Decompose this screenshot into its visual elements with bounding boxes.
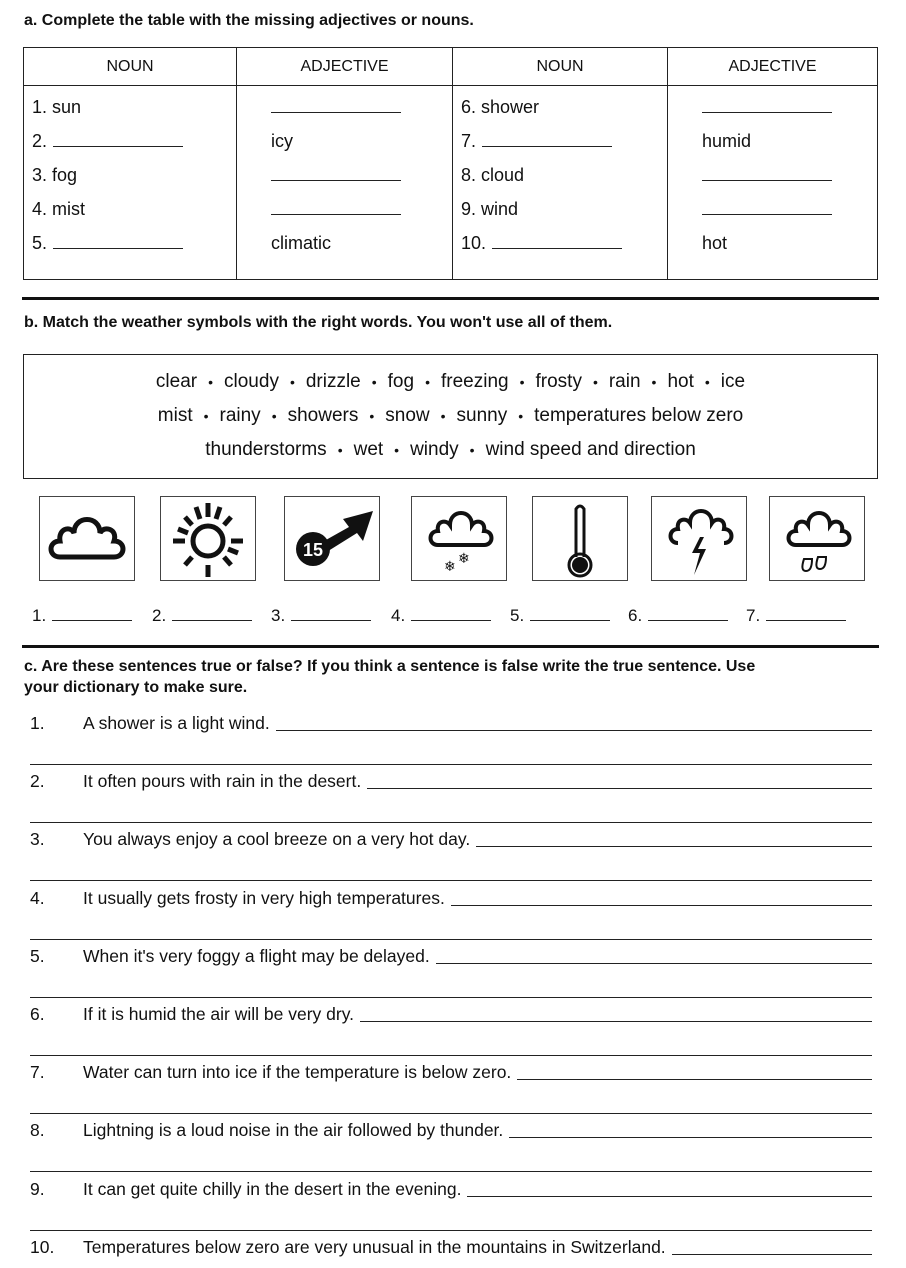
- answer-blank[interactable]: [492, 231, 622, 249]
- adjective-cell: [245, 192, 452, 226]
- symbol-2: [160, 496, 256, 581]
- answer-line[interactable]: [30, 1055, 872, 1056]
- statement-text: You always enjoy a cool breeze on a very hot day.: [83, 829, 476, 850]
- snow-cloud-icon: [414, 499, 504, 579]
- col-header-noun: NOUN: [453, 48, 668, 86]
- answer-blank[interactable]: [271, 197, 401, 215]
- word-bank-item: sunny: [456, 405, 508, 426]
- answer-line[interactable]: [30, 939, 872, 940]
- answer-blank[interactable]: [766, 607, 846, 621]
- statement-text: A shower is a light wind.: [83, 713, 276, 734]
- bullet-separator: •: [289, 374, 295, 390]
- symbol-3: [284, 496, 380, 581]
- symbol-answer-label: 5.: [510, 606, 525, 625]
- noun-cell: [461, 158, 667, 192]
- section-c-heading-line1: c. Are these sentences true or false? If you think a sentence is false write the true sentence. Use: [24, 658, 756, 675]
- divider: [22, 297, 879, 300]
- left-noun-column: [24, 86, 237, 280]
- noun-cell: [32, 158, 236, 192]
- statement-text: When it's very foggy a flight may be delayed.: [83, 946, 436, 967]
- word-bank-item: rainy: [219, 405, 261, 426]
- bullet-separator: •: [337, 442, 343, 458]
- bullet-separator: •: [651, 374, 657, 390]
- bullet-separator: •: [369, 408, 375, 424]
- answer-blank[interactable]: [702, 197, 832, 215]
- answer-line[interactable]: [30, 822, 872, 823]
- noun-text: 2.: [32, 131, 48, 151]
- answer-blank[interactable]: [648, 607, 728, 621]
- bullet-separator: •: [704, 374, 710, 390]
- svg-text:❄: ❄: [444, 557, 456, 574]
- col-header-noun: NOUN: [24, 48, 237, 86]
- symbol-answer: [628, 606, 728, 626]
- answer-blank[interactable]: [530, 607, 610, 621]
- statement-text: Temperatures below zero are very unusual in the mountains in Switzerland.: [83, 1237, 672, 1258]
- symbol-answer-label: 1.: [32, 606, 47, 625]
- answer-line[interactable]: [30, 997, 872, 998]
- statement-text: Lightning is a loud noise in the air followed by thunder.: [83, 1120, 509, 1141]
- symbol-answer-label: 6.: [628, 606, 643, 625]
- thermometer-icon: [535, 499, 625, 579]
- bullet-separator: •: [469, 442, 475, 458]
- answer-line[interactable]: [30, 1113, 872, 1114]
- bullet-separator: •: [519, 374, 525, 390]
- noun-cell: [32, 124, 236, 158]
- noun-cell: [461, 124, 667, 158]
- left-adjective-column: [237, 86, 453, 280]
- bullet-separator: •: [371, 374, 377, 390]
- thunderstorm-icon: [654, 499, 744, 579]
- answer-blank[interactable]: [702, 95, 832, 113]
- word-row: [24, 401, 877, 435]
- noun-cell: [32, 192, 236, 226]
- noun-text: 4. mist: [32, 199, 86, 219]
- noun-adjective-table: [23, 47, 878, 280]
- adjective-text: hot: [702, 233, 728, 253]
- word-bank-item: snow: [385, 405, 430, 426]
- adjective-text: humid: [702, 131, 752, 151]
- symbol-answer: [510, 606, 610, 626]
- statement-text: It often pours with rain in the desert.: [83, 771, 367, 792]
- symbol-answer: [746, 606, 846, 626]
- word-bank-item: showers: [287, 405, 359, 426]
- word-row: [24, 435, 877, 469]
- answer-blank[interactable]: [172, 607, 252, 621]
- adjective-cell: [676, 90, 877, 124]
- bullet-separator: •: [208, 374, 214, 390]
- answer-blank[interactable]: [291, 607, 371, 621]
- section-a-heading: a. Complete the table with the missing adjectives or nouns.: [24, 12, 474, 29]
- word-bank-item: frosty: [535, 371, 582, 392]
- noun-text: 9. wind: [461, 199, 519, 219]
- cloud-icon: [42, 499, 132, 579]
- symbol-answer-label: 2.: [152, 606, 167, 625]
- answer-blank[interactable]: [271, 163, 401, 181]
- weather-symbols: [39, 496, 869, 581]
- answer-blank[interactable]: [271, 95, 401, 113]
- noun-cell: [32, 226, 236, 260]
- answer-blank[interactable]: [702, 163, 832, 181]
- section-b-heading: b. Match the weather symbols with the right words. You won't use all of them.: [24, 314, 613, 331]
- adjective-cell: [245, 124, 452, 158]
- symbol-answer: [32, 606, 132, 626]
- answer-blank[interactable]: [52, 607, 132, 621]
- adjective-cell: [676, 192, 877, 226]
- noun-text: 7.: [461, 131, 477, 151]
- bullet-separator: •: [394, 442, 400, 458]
- adjective-cell: [245, 90, 452, 124]
- noun-cell: [461, 226, 667, 260]
- word-bank: [23, 354, 878, 479]
- symbol-7: [769, 496, 865, 581]
- noun-cell: [32, 90, 236, 124]
- answer-line[interactable]: [30, 764, 872, 765]
- answer-line[interactable]: [30, 1230, 872, 1231]
- col-header-adjective: ADJECTIVE: [668, 48, 878, 86]
- word-bank-item: rain: [608, 371, 641, 392]
- sun-icon: [163, 499, 253, 579]
- adjective-cell: [676, 226, 877, 260]
- noun-text: 1. sun: [32, 97, 82, 117]
- word-bank-item: windy: [410, 439, 459, 460]
- answer-blank[interactable]: [53, 231, 183, 249]
- item-number: 8.: [30, 1120, 45, 1141]
- symbol-answer-label: 7.: [746, 606, 761, 625]
- item-number: 3.: [30, 829, 45, 850]
- answer-line[interactable]: [30, 1171, 872, 1172]
- symbol-4: [411, 496, 507, 581]
- statement-text: Water can turn into ice if the temperature is below zero.: [83, 1062, 517, 1083]
- word-bank-item: drizzle: [305, 371, 361, 392]
- adjective-text: icy: [271, 131, 293, 151]
- noun-text: 5.: [32, 233, 48, 253]
- statement-text: It usually gets frosty in very high temperatures.: [83, 888, 451, 909]
- bullet-separator: •: [203, 408, 209, 424]
- right-adjective-column: [668, 86, 878, 280]
- symbol-5: [532, 496, 628, 581]
- item-number: 6.: [30, 1004, 45, 1024]
- section-c-heading: [24, 656, 755, 698]
- bullet-separator: •: [518, 408, 524, 424]
- col-header-adjective: ADJECTIVE: [237, 48, 453, 86]
- svg-text:❄: ❄: [458, 549, 470, 566]
- noun-cell: [461, 192, 667, 226]
- word-bank-item: clear: [155, 371, 198, 392]
- word-bank-item: wet: [353, 439, 384, 460]
- section-c-heading-line2: your dictionary to make sure.: [24, 679, 248, 696]
- word-bank-item: cloudy: [224, 371, 279, 392]
- word-bank-item: temperatures below zero: [534, 405, 744, 426]
- item-number: 10.: [30, 1236, 55, 1257]
- word-row: [24, 367, 877, 401]
- item-number: 7.: [30, 1062, 45, 1083]
- noun-text: 8. cloud: [461, 165, 525, 185]
- answer-line[interactable]: [30, 880, 872, 881]
- word-bank-item: thunderstorms: [205, 439, 327, 460]
- right-noun-column: [453, 86, 668, 280]
- divider: [22, 645, 879, 648]
- rain-cloud-icon: [772, 499, 862, 579]
- word-bank-item: fog: [387, 371, 415, 392]
- answer-blank[interactable]: [411, 607, 491, 621]
- statement-text: It can get quite chilly in the desert in the evening.: [83, 1179, 467, 1200]
- answer-blank[interactable]: [482, 129, 612, 147]
- item-number: 2.: [30, 771, 45, 792]
- bullet-separator: •: [425, 374, 430, 390]
- wind-arrow-icon: [287, 499, 377, 579]
- symbol-answer: [391, 606, 491, 626]
- adjective-cell: [245, 158, 452, 192]
- item-number: 1.: [30, 713, 45, 733]
- symbol-answer-label: 4.: [391, 606, 406, 625]
- statement-text: If it is humid the air will be very dry.: [83, 1004, 360, 1025]
- wind-speed-label: 15: [302, 539, 324, 560]
- word-bank-item: wind speed and direction: [485, 439, 696, 460]
- bullet-separator: •: [440, 408, 446, 424]
- answer-blank[interactable]: [53, 129, 183, 147]
- bullet-separator: •: [592, 374, 598, 390]
- noun-cell: [461, 90, 667, 124]
- item-number: 5.: [30, 945, 45, 966]
- adjective-text: climatic: [271, 233, 332, 253]
- word-bank-item: freezing: [440, 371, 509, 392]
- symbol-1: [39, 496, 135, 581]
- adjective-cell: [245, 226, 452, 260]
- symbol-answer: [152, 606, 252, 626]
- noun-text: 3. fog: [32, 165, 78, 185]
- symbol-6: [651, 496, 747, 581]
- noun-text: 10.: [461, 233, 487, 253]
- item-number: 9.: [30, 1178, 45, 1199]
- noun-text: 6. shower: [461, 97, 540, 117]
- adjective-cell: [676, 158, 877, 192]
- word-bank-item: ice: [720, 371, 746, 392]
- bullet-separator: •: [271, 408, 277, 424]
- symbol-answer-label: 3.: [271, 606, 286, 625]
- adjective-cell: [676, 124, 877, 158]
- item-number: 4.: [30, 887, 45, 908]
- word-bank-item: hot: [667, 371, 694, 392]
- word-bank-item: mist: [157, 405, 193, 426]
- symbol-answer: [271, 606, 371, 626]
